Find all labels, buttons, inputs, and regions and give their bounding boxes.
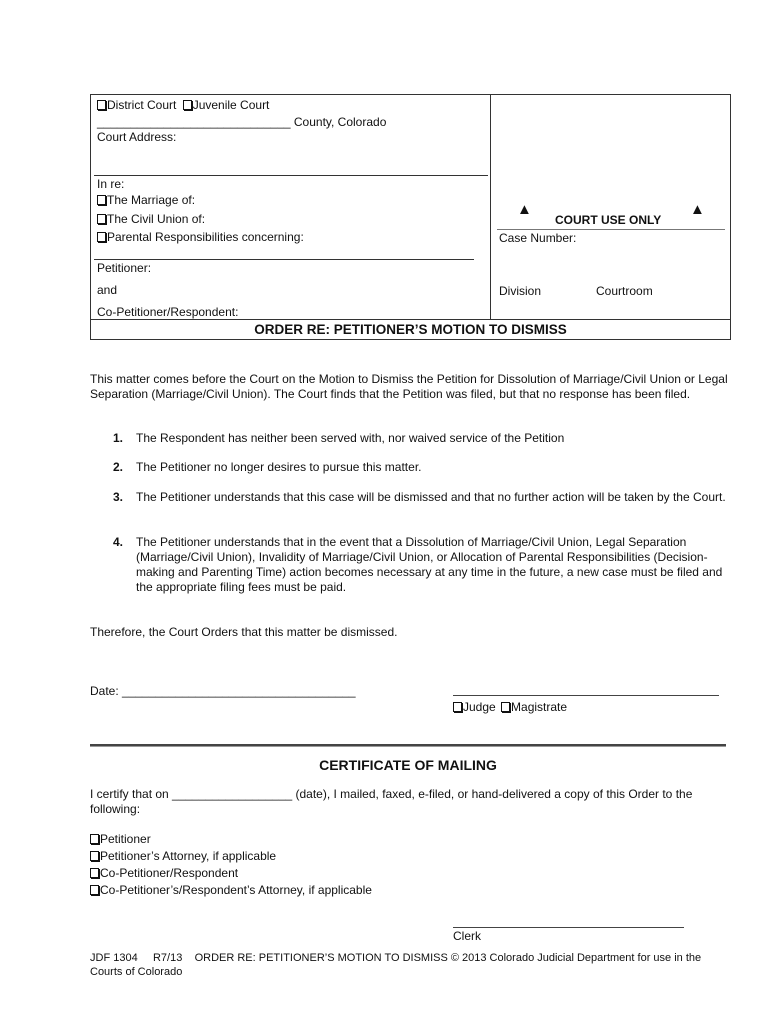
recipient-co-petitioner-attorney-label: Co-Petitioner’s/Respondent’s Attorney, if applicable bbox=[100, 883, 372, 897]
magistrate-checkbox[interactable] bbox=[501, 702, 510, 712]
court-address-label: Court Address: bbox=[97, 130, 177, 144]
court-use-divider bbox=[497, 229, 725, 230]
courtroom-label: Courtroom bbox=[596, 284, 653, 298]
judge-checkbox[interactable] bbox=[453, 702, 462, 712]
judge-label: Judge bbox=[463, 700, 496, 714]
co-petitioner-label: Co-Petitioner/Respondent: bbox=[97, 305, 239, 319]
order-title: ORDER RE: PETITIONER’S MOTION TO DISMISS bbox=[254, 322, 567, 337]
caption-address-divider bbox=[94, 175, 488, 176]
recipient-co-petitioner bbox=[90, 866, 238, 881]
and-label: and bbox=[97, 283, 118, 297]
footer-revision: R7/13 bbox=[152, 952, 183, 964]
marriage-of-checkbox[interactable] bbox=[97, 195, 106, 205]
certificate-text: I certify that on __________________ (date), I mailed, faxed, e-filed, or hand-delivered a copy of this Order to the following: bbox=[90, 787, 693, 816]
civil-union-checkbox[interactable] bbox=[97, 214, 106, 224]
footer-text: ORDER RE: PETITIONER’S MOTION TO DISMISS © 2013 Colorado Judicial Department for use in the Courts of Colorado bbox=[90, 952, 702, 978]
footer-form-number: JDF 1304 bbox=[90, 952, 138, 964]
finding-number-1: 1. bbox=[113, 431, 124, 445]
finding-number-3: 3. bbox=[113, 490, 124, 504]
recipient-co-petitioner-attorney bbox=[90, 883, 372, 898]
section-separator bbox=[90, 744, 726, 747]
recipient-petitioner-label: Petitioner bbox=[100, 832, 151, 846]
juvenile-court-checkbox[interactable] bbox=[183, 100, 192, 110]
parental-resp-label: Parental Responsibilities concerning: bbox=[107, 230, 304, 244]
finding-number-4: 4. bbox=[113, 535, 124, 549]
division-label: Division bbox=[499, 284, 542, 298]
court-type-row bbox=[97, 98, 269, 113]
recipient-petitioner bbox=[90, 832, 151, 847]
parental-resp-row bbox=[97, 230, 304, 245]
marriage-of-row bbox=[97, 193, 195, 208]
civil-union-label: The Civil Union of: bbox=[107, 212, 206, 226]
civil-union-row bbox=[97, 212, 205, 227]
clerk-label: Clerk bbox=[453, 929, 482, 943]
finding-text-2: The Petitioner no longer desires to pursue this matter. bbox=[136, 460, 422, 474]
finding-text-3: The Petitioner understands that this case will be dismissed and that no further action will be taken by the Court. bbox=[136, 490, 726, 504]
intro-paragraph: This matter comes before the Court on the Motion to Dismiss the Petition for Dissolution of Marriage/Civil Union or Legal Separation (Marriage/Civil Union). The Court finds that the Petition was filed, but that no response has been filed. bbox=[90, 372, 728, 401]
parental-resp-checkbox[interactable] bbox=[97, 232, 106, 242]
recipient-petitioner-attorney bbox=[90, 849, 276, 864]
magistrate-label: Magistrate bbox=[511, 700, 568, 714]
clerk-signature-line bbox=[453, 927, 684, 928]
recipient-co-petitioner-attorney-checkbox[interactable] bbox=[90, 885, 99, 895]
finding-text-1: The Respondent has neither been served with, nor waived service of the Petition bbox=[136, 431, 565, 445]
juvenile-court-label: Juvenile Court bbox=[192, 98, 270, 112]
case-number-label: Case Number: bbox=[499, 231, 577, 245]
certificate-title: CERTIFICATE OF MAILING bbox=[319, 757, 497, 773]
judge-magistrate-row bbox=[453, 700, 567, 715]
finding-number-2: 2. bbox=[113, 460, 124, 474]
district-court-checkbox[interactable] bbox=[97, 100, 106, 110]
recipient-co-petitioner-label: Co-Petitioner/Respondent bbox=[100, 866, 239, 880]
footer bbox=[90, 951, 730, 979]
court-use-arrow-right-icon: ▲ bbox=[690, 201, 705, 218]
court-use-arrow-left-icon: ▲ bbox=[517, 201, 532, 218]
court-use-only-label: COURT USE ONLY bbox=[555, 213, 662, 227]
county-line: _____________________________ County, Colorado bbox=[97, 115, 387, 129]
order-statement: Therefore, the Court Orders that this matter be dismissed. bbox=[90, 625, 398, 639]
caption-party-divider bbox=[94, 259, 474, 260]
caption-vertical-divider bbox=[490, 94, 491, 320]
recipient-petitioner-attorney-checkbox[interactable] bbox=[90, 851, 99, 861]
recipient-co-petitioner-checkbox[interactable] bbox=[90, 868, 99, 878]
date-line: Date: ___________________________________ bbox=[90, 684, 356, 698]
district-court-label: District Court bbox=[107, 98, 177, 112]
petitioner-label: Petitioner: bbox=[97, 261, 152, 275]
judge-signature-line bbox=[453, 695, 719, 696]
recipient-petitioner-attorney-label: Petitioner’s Attorney, if applicable bbox=[100, 849, 277, 863]
finding-text-4: The Petitioner understands that in the event that a Dissolution of Marriage/Civil Union, Legal Separation (Marriage/Civil Union), Invalidity of Marriage/Civil Union, or Allocation of Parental Responsibilities (Decision-making and Parenting Time) action becomes necessary at any time in the future, a new case must be filed and the appropriate filing fees must be paid. bbox=[136, 535, 723, 594]
marriage-of-label: The Marriage of: bbox=[107, 193, 196, 207]
in-re-label: In re: bbox=[97, 177, 125, 191]
recipient-petitioner-checkbox[interactable] bbox=[90, 834, 99, 844]
